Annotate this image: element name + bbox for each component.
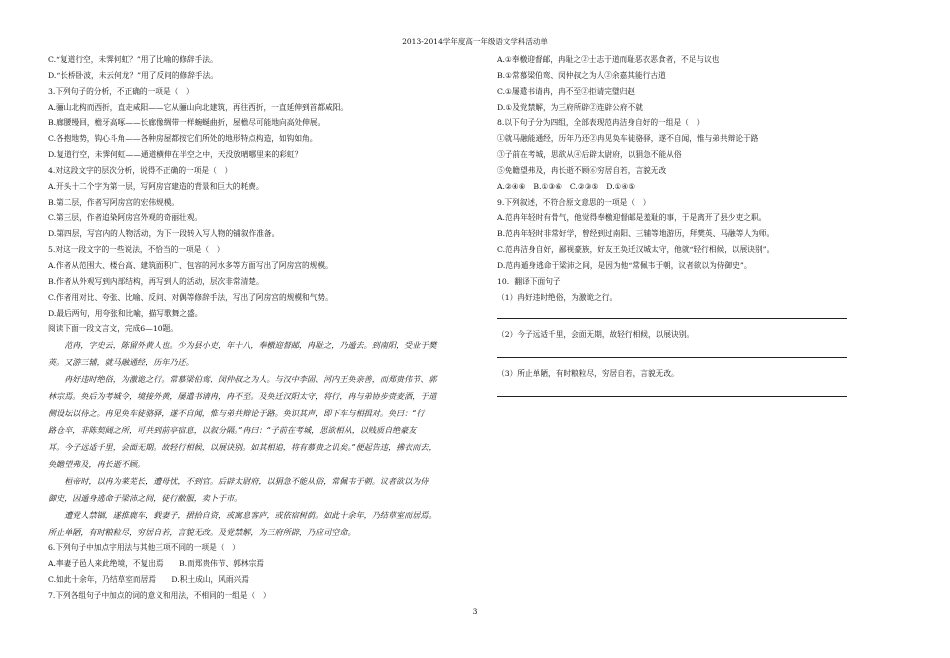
passage-line: 耳。今子远适千里，会面无期。故轻行相候，以展诀别。如其相追，将有慕贵之讥矣。”便起告违，拂衣而去，	[48, 441, 437, 452]
passage-line: 所止单陋，有时粮粒尽，穷居自若，言貌无改。及党禁解，为三府所辟，乃应司空命。	[48, 526, 356, 537]
questions-6-7	[48, 540, 458, 603]
page-number: 3	[472, 607, 478, 616]
passage-line: 范冉，字史云，陈留外黄人也。少为县小吏，年十八，奉檄迎督邮，冉耻之，乃遁去。到南阳，受业于樊	[48, 340, 437, 351]
question-line: 4.对这段文字的层次分析，说得不正确的一项是（ ）	[48, 165, 233, 175]
question-line: 10．翻译下面句子	[497, 276, 561, 286]
translation-item-2: （2）今子远适千里，会面无期，故轻行相候，以展诀别。	[497, 329, 695, 339]
question-line: 阅读下面一段文言文，完成6—10题。	[48, 324, 178, 334]
question-line: ⑤免瞻望弗及，冉长逝不顾⑥穷居自若，言貌无改	[497, 165, 667, 175]
question-line: 9.下列叙述，不符合原文意思的一项是（ ）	[497, 197, 651, 207]
question-line: B.范冉年轻时非常好学，曾经到过南阳、三辅等地游历，拜樊英、马融等人为师。	[497, 229, 775, 239]
question-line: A.范冉年轻时有骨气，他觉得奉檄迎督邮是羞耻的事，于是离开了县少吏之职。	[497, 213, 767, 223]
question-line: C.作者用对比、夸张、比喻、反问、对偶等修辞手法，写出了阿房宫的规模和气势。	[48, 292, 333, 302]
left-column	[48, 52, 458, 604]
classical-passage	[48, 337, 458, 540]
question-line: C.“复道行空，未霁何虹？”用了比喻的修辞手法。	[48, 55, 218, 64]
passage-line: 林宗焉。奂后为考城令，境接外黄，屡遣书请冉，冉不至。及奂迁汉阳太守，将行，冉与弟协步赍麦酒，于道	[48, 391, 437, 401]
questions-7-10	[497, 52, 847, 306]
question-line: D.复道行空，未霁何虹——通道横伸在半空之中，天没放晴哪里来的彩虹？	[48, 150, 303, 160]
question-line: A.开头十二个字为第一层，写阿房宫建造的背景和巨大的耗费。	[48, 181, 264, 191]
question-line: D.“长桥卧波，未云何龙？”用了反问的修辞手法。	[48, 70, 218, 80]
passage-line: 路仓卒，非陈契阔之所，可共到前亭宿息，以叙分隔。”冉曰：“子前在考城，思欲相从，以贱质自绝豪友	[48, 424, 417, 435]
question-line: C.各抱地势，钩心斗角——各种房屋都按它们所处的地形特点构造，如钩如角。	[48, 134, 318, 144]
question-line: 8.以下句子分为四组，全部表现范冉洁身自好的一组是（ ）	[497, 118, 705, 128]
question-line: B.廊腰缦回，檐牙高啄——长廊像绸带一样蜿蜒曲折，屋檐尽可能地向高处伸展。	[48, 118, 326, 128]
passage-line: 遭党人禁锢，遂推鹿车，载妻子，捃拾自资，或寓息客庐，或依宿树荫。如此十余年，乃结草室而居焉。	[48, 509, 437, 520]
question-line: C.范冉洁身自好，鄙视豪族，好友王奂迁汉城太守，他就“轻行相候，以展诀别”。	[497, 245, 775, 255]
question-line: C.①屡遣书请冉，冉不至②拒请完璧归赵	[497, 86, 635, 96]
question-line: 5.对这一段文字的一些说法，不恰当的一项是（ ）	[48, 245, 225, 255]
passage-line: 侧设坛以待之。冉见奂车徒骆驿，遂不自闻，惟与弟共辩论于路。奂识其声，即下车与相揖对。奂曰：“行	[48, 407, 425, 418]
question-line: C.第三层，作者追染阿房宫外观的奇丽壮观。	[48, 213, 203, 223]
passage-line: 桓帝时，以冉为莱芜长，遭母忧，不到官。后辟太尉府，以狷急不能从俗，常佩韦于朝。议者欲以为侍	[48, 475, 429, 486]
passage-line: 奂瞻望弗及，冉长逝不顾。	[48, 458, 146, 469]
question-line: A.骊山北构而西折，直走咸阳——它从骊山向北建筑，再往西折，一直延伸到首都咸阳。	[48, 102, 349, 112]
question-line: B.作者从外观写到内部结构，再写到人的活动，层次非常清楚。	[48, 276, 264, 286]
question-line: ①就马融能通经，历年乃还②冉见奂车徒骆驿，遂不自闻，惟与弟共辩论于路	[497, 134, 759, 144]
translation-item-3: （3）所止单陋，有时粮粒尽，穷居自若，言貌无改。	[497, 368, 679, 378]
questions-3-5	[48, 52, 458, 337]
passage-line: 英。又游三辅，就马融通经，历年乃还。	[48, 357, 194, 368]
page-header: 2013-2014学年度高一年级语文学科活动单	[402, 37, 548, 46]
question-line: 7.下列各组句子中加点的词的意义和用法，不相同的一组是（ ）	[48, 590, 271, 600]
passage-line: 冉好违时绝俗，为激诡之行。常慕梁伯鸾、闵仲叔之为人。与汉中李固、河内王奂亲善，而郑贵伟节、郭	[48, 374, 437, 385]
passage-line: 御史，因遁身逃命于梁沛之间，徒行敝服，卖卜于市。	[48, 492, 243, 503]
question-line: B.第二层，作者写阿房宫的宏伟规模。	[48, 197, 180, 207]
right-column	[497, 52, 847, 397]
question-line: A.②④⑥ B.①③⑥ C.②③⑤ D.①④⑤	[497, 181, 636, 191]
question-line: A.作者从范围大、楼台高、建筑面积广、包容的河水多等方面写出了阿房宫的规模。	[48, 260, 333, 270]
question-line: B.①常慕梁伯鸾、闵仲叔之为人②余嘉其能行古道	[497, 70, 666, 80]
question-line: C.如此十余年，乃结草室而居焉 D.积土成山，风雨兴焉	[48, 575, 249, 585]
question-line: （1）冉好违时绝俗，为激诡之行。	[497, 292, 618, 302]
question-line: 6.下列句子中加点字用法与其他三项不同的一项是（ ）	[48, 543, 240, 553]
question-line: A.①奉檄迎督邮，冉耻之②士志于道而耻恶衣恶食者，不足与议也	[497, 55, 720, 64]
answer-line[interactable]	[497, 396, 847, 397]
question-line: D.第四层，写宫内的人物活动，为下一段转入写人物的铺叙作准备。	[48, 229, 280, 239]
question-line: ③子前在考城，思欲从④后辟太尉府，以狷急不能从俗	[497, 150, 682, 160]
question-line: D.①及党禁解，为三府所辟②连辟公府不就	[497, 102, 643, 112]
question-line: D.最后两句，用夸张和比喻，描写歌舞之盛。	[48, 308, 203, 318]
question-line: D.范冉遁身逃命于梁沛之间，是因为他“常佩韦于朝，议者欲以为侍御史”。	[497, 260, 752, 270]
question-line: A.率妻子邑人来此绝境，不复出焉 B.而郑贵伟节、郭林宗焉	[48, 559, 264, 569]
question-line: 3.下列句子的分析，不正确的一项是（ ）	[48, 86, 194, 96]
